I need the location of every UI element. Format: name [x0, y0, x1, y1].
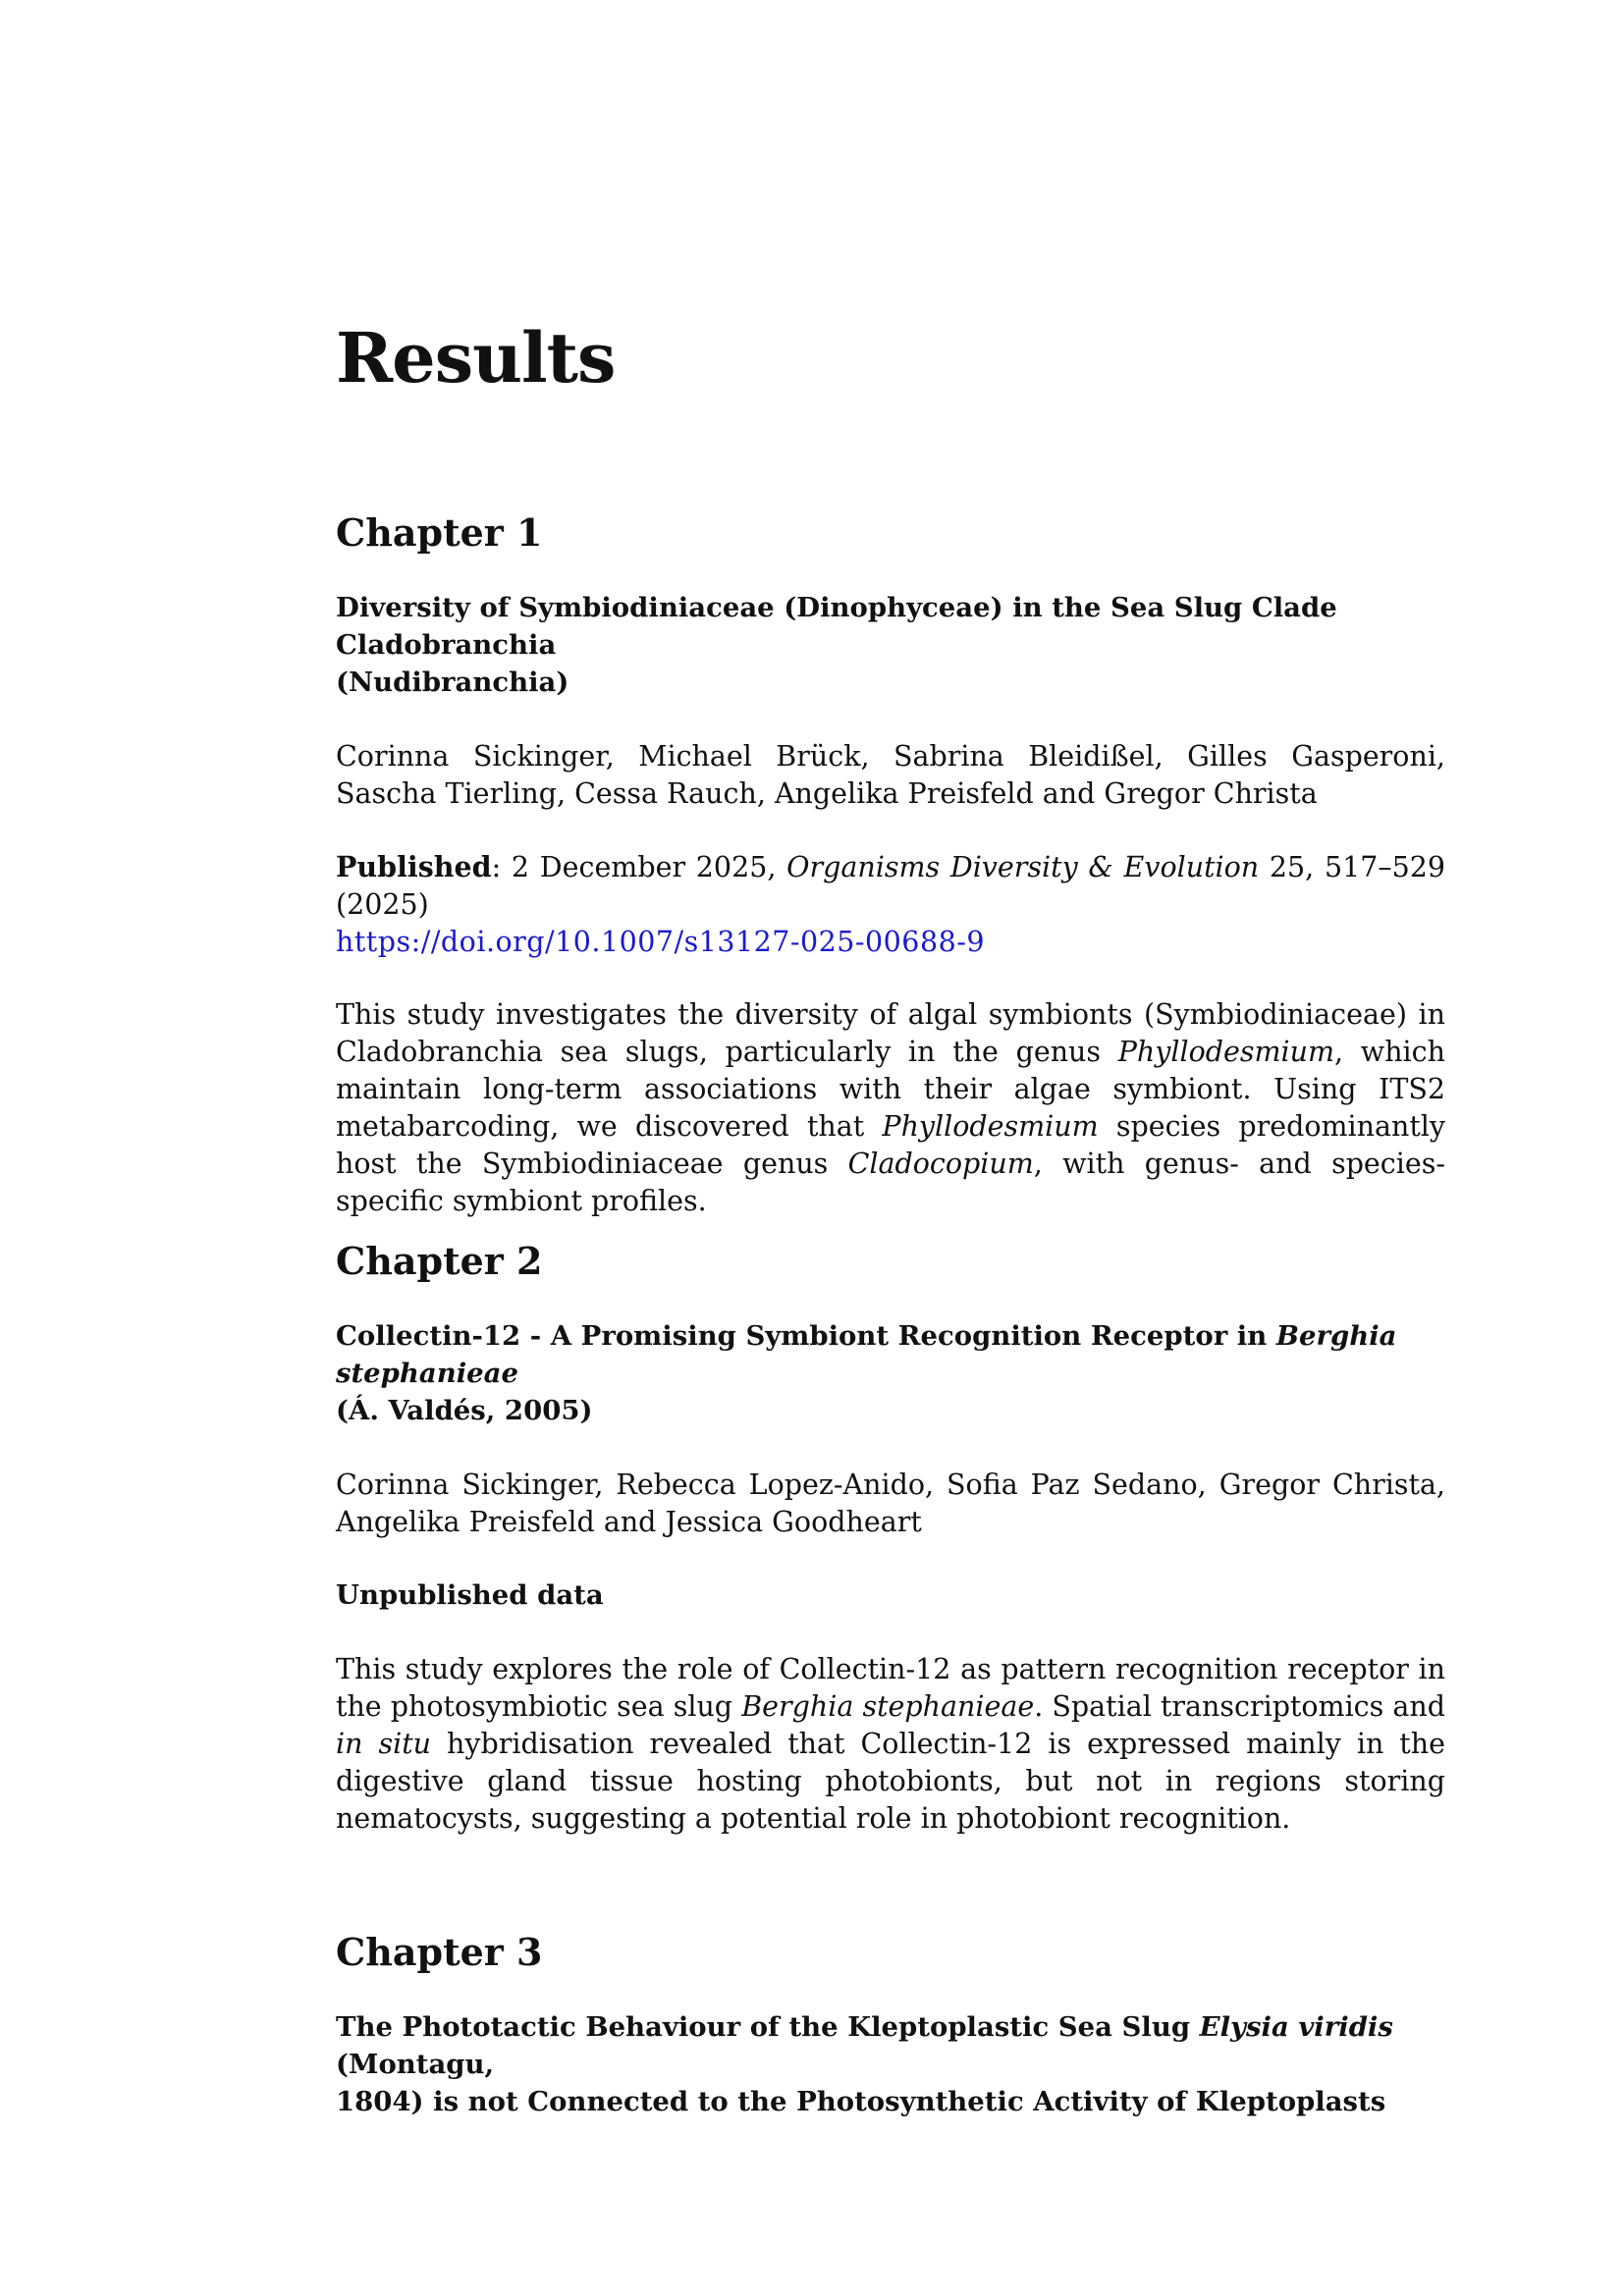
chapter-2-section [336, 1241, 1445, 1838]
journal-name: Organisms Diversity & Evolution [786, 850, 1260, 883]
genus-name: Phyllodesmium [1117, 1035, 1335, 1068]
genus-name: Cladocopium [847, 1147, 1034, 1180]
page-title: Results [336, 317, 616, 399]
chapter-1-heading: Chapter 1 [336, 510, 543, 555]
chapter-1-publication [336, 848, 1445, 961]
in-situ-term: in situ [336, 1727, 432, 1760]
chapter-1-section [336, 512, 1445, 1220]
chapter-3-section [336, 1932, 1445, 2120]
chapter-2-title-text: Collectin-12 - A Promising Symbiont Recognition Receptor in [336, 1319, 1276, 1352]
species-name: Berghia stephanieae [741, 1689, 1035, 1723]
chapter-2-status: Unpublished data [336, 1578, 604, 1611]
doi-link[interactable]: https://doi.org/10.1007/s13127-025-00688-9 [336, 925, 985, 958]
citation: 25, 517–529 (2025) [336, 850, 1445, 921]
chapter-3-heading: Chapter 3 [336, 1930, 543, 1974]
published-label: Published [336, 849, 492, 883]
chapter-3-title-text: The Phototactic Behaviour of the Kleptoplastic Sea Slug [336, 2010, 1200, 2043]
chapter-1-authors: Corinna Sickinger, Michael Brück, Sabrina Bleidißel, Gilles Gasperoni, Sascha Tierling, Cessa Rauch, Angelika Preisfeld and Gregor Christa [336, 739, 1445, 810]
abstract-text: , which maintain long-term associations with their algae symbiont. Using ITS2 metabarcoding, we discovered that [336, 1035, 1445, 1143]
chapter-2-abstract [336, 1651, 1445, 1838]
chapter-2-heading: Chapter 2 [336, 1239, 543, 1283]
chapter-1-title-line-2: (Nudibranchia) [336, 666, 569, 698]
published-date: : 2 December 2025, [491, 850, 787, 883]
abstract-text: This study investigates the diversity of algal symbionts (Symbiodiniaceae) in Cladobranchia sea slugs, particularly in the genus [336, 997, 1445, 1068]
abstract-text: . Spatial transcriptomics and [1034, 1689, 1445, 1723]
abstract-text: species predominantly host the Symbiodiniaceae genus [336, 1109, 1445, 1180]
chapter-3-title-line-2: 1804) is not Connected to the Photosynthetic Activity of Kleptoplasts [336, 2085, 1386, 2117]
chapter-2-title-line-2: (Á. Valdés, 2005) [336, 1394, 593, 1426]
abstract-text: , with genus- and species-specific symbiont profiles. [336, 1147, 1445, 1217]
abstract-text: This study explores the role of Collectin-12 as pattern recognition receptor in the photosymbiotic sea slug [336, 1652, 1445, 1723]
chapter-1-title-line-1: Diversity of Symbiodiniaceae (Dinophyceae) in the Sea Slug Clade Cladobranchia [336, 591, 1337, 661]
chapter-1-title [336, 589, 1445, 701]
chapter-2-authors: Corinna Sickinger, Rebecca Lopez-Anido, Sofia Paz Sedano, Gregor Christa, Angelika Preisfeld and Jessica Goodheart [336, 1468, 1445, 1538]
species-name: Berghia stephanieae [336, 1319, 1397, 1389]
chapter-2-title [336, 1317, 1445, 1429]
species-name: Elysia viridis [1199, 2010, 1393, 2043]
genus-name: Phyllodesmium [882, 1109, 1099, 1143]
chapter-3-title [336, 2008, 1445, 2120]
chapter-1-abstract [336, 996, 1445, 1220]
abstract-text: hybridisation revealed that Collectin-12 is expressed mainly in the digestive gland tissue hosting photobionts, but not in regions storing nematocysts, suggesting a potential role in photobiont recognition. [336, 1727, 1445, 1835]
chapter-3-title-text: (Montagu, [336, 2048, 495, 2080]
